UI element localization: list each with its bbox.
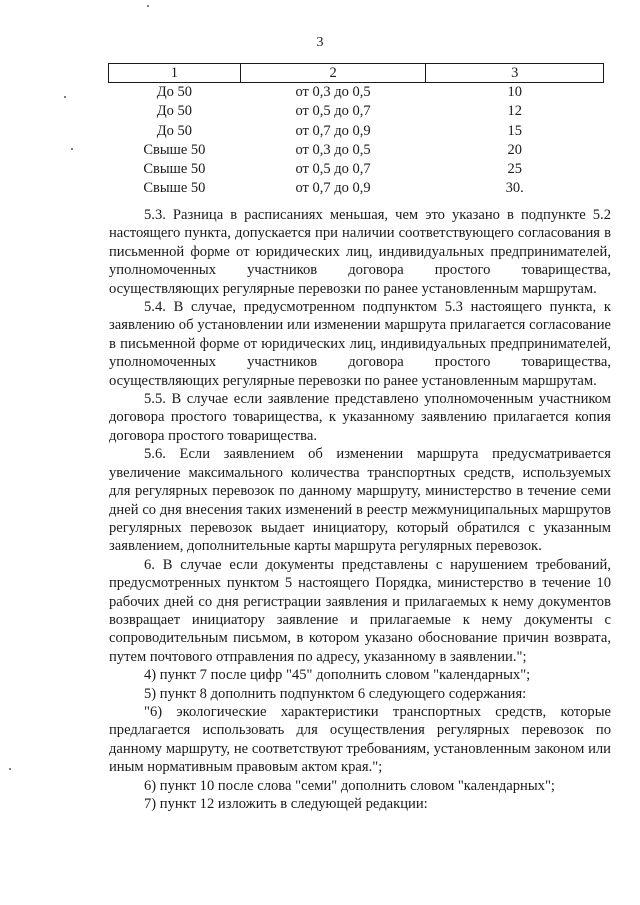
table-cell: Свыше 50 [143,161,206,178]
table-cell: 25 [507,161,522,178]
scan-speck [64,96,66,98]
table-header-cell: 1 [109,64,241,83]
table-header-cell: 3 [426,64,604,83]
paragraph-5-5: 5.5. В случае если заявление представлено уполномоченным участником договора простого товарищества, к указанному заявлению прилагается копия договора простого товарищества. [109,391,611,444]
interval-table [108,63,604,199]
table-cell: от 0,7 до 0,9 [295,122,371,139]
table-row [109,83,604,103]
table-cell: До 50 [156,84,193,100]
table-row [109,160,604,179]
table-cell: 10 [507,84,522,100]
table-cell: 20 [507,141,522,158]
table-header-cell: 2 [240,64,426,83]
table-row [109,141,604,160]
table-cell: 15 [507,122,522,139]
table-row [109,179,604,198]
page-number: 3 [316,35,324,50]
paragraph-6: 6. В случае если документы представлены с нарушением требований, предусмотренных пунктом 5 настоящего Порядка, министерство в течение 10 рабочих дней со дня регистрации заявления и прилагаемых к нему документов возвращает инициатору заявление и прилагаемые к нему документы с сопроводительным письмом, в котором указано обоснование причин возврата, путем почтового отправления по адресу, указанному в заявлении."; [109,556,611,665]
table-row [109,102,604,121]
table-cell: 30. [505,180,524,197]
paragraph-5-3: 5.3. Разница в расписаниях меньшая, чем это указано в подпункте 5.2 настоящего пункта, допускается при наличии соответствующего согласования в письменной форме от юридических лиц, индивидуальных предпринимателей, уполномоченных участников договора простого товарищества, осуществляющих регулярные перевозки по ранее установленным маршрутам. [109,207,611,297]
amendment-item-4: 4) пункт 7 после цифр "45" дополнить словом "календарных"; [144,667,531,684]
table-cell: До 50 [156,122,193,139]
scan-speck [9,768,11,770]
table-cell: Свыше 50 [143,180,206,197]
table-cell: 12 [507,103,522,120]
table-cell: от 0,5 до 0,7 [295,103,371,120]
amendment-item-5: 5) пункт 8 дополнить подпунктом 6 следующего содержания: [144,685,527,702]
table-cell: До 50 [156,103,193,120]
table-header-row [109,64,604,83]
document-body [109,206,611,813]
table-row [109,122,604,141]
amendment-item-6: 6) пункт 10 после слова "семи" дополнить словом "календарных"; [144,777,555,794]
table-cell: от 0,3 до 0,5 [295,84,371,100]
table-cell: Свыше 50 [143,141,206,158]
table-cell: от 0,7 до 0,9 [295,180,371,197]
scan-speck [147,5,149,7]
table-cell: от 0,5 до 0,7 [295,161,371,178]
table-cell: от 0,3 до 0,5 [295,141,371,158]
paragraph-5-6: 5.6. Если заявлением об изменении маршрута предусматривается увеличение максимального количества транспортных средств, используемых для регулярных перевозок по данному маршруту, министерство в течение семи дней со дня внесения таких изменений в реестр межмуниципальных маршрутов регулярных перевозок выдает инициатору, который обратился с указанным заявлением, дополнительные карты маршрута регулярных перевозок. [109,446,611,555]
scan-speck [71,148,73,150]
paragraph-5-4: 5.4. В случае, предусмотренном подпунктом 5.3 настоящего пункта, к заявлению об установлении или изменении маршрута прилагается согласование в письменной форме от юридических лиц, индивидуальных предпринимателей, уполномоченных участников договора простого товарищества, осуществляющих регулярные перевозки по ранее установленным маршрутам. [109,299,611,389]
amendment-quote-6: "6) экологические характеристики транспортных средств, которые предлагается использовать для осуществления регулярных перевозок по данному маршруту, не соответствуют требованиям, установленным законом или иным нормативным правовым актом края."; [109,703,611,776]
amendment-item-7: 7) пункт 12 изложить в следующей редакции: [144,796,428,812]
